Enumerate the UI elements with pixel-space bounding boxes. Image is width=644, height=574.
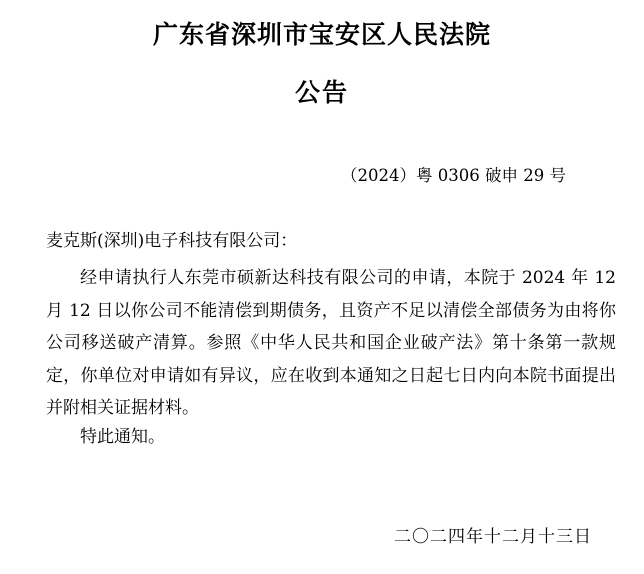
issue-date: 二〇二四年十二月十三日 <box>394 527 592 547</box>
addressee: 麦克斯(深圳)电子科技有限公司： <box>46 231 298 251</box>
document-title: 公告 <box>294 78 349 107</box>
body-paragraph: 经申请执行人东莞市硕新达科技有限公司的申请，本院于 2024 年 12 月 12 日以你公司不能清偿到期债务，且资产不足以清偿全部债务为由将你公司移送破产清算。参照《中华人民共和国企业破产法》第十条第一款规定，你单位对申请如有异议，应在收到本通知之日起七日内向本院书面提出并附相关证据材料。 <box>46 268 616 418</box>
closing-statement: 特此通知。 <box>80 427 165 447</box>
case-number: （2024）粤 0306 破申 29 号 <box>341 166 566 185</box>
court-name-heading: 广东省深圳市宝安区人民法院 <box>152 20 491 49</box>
